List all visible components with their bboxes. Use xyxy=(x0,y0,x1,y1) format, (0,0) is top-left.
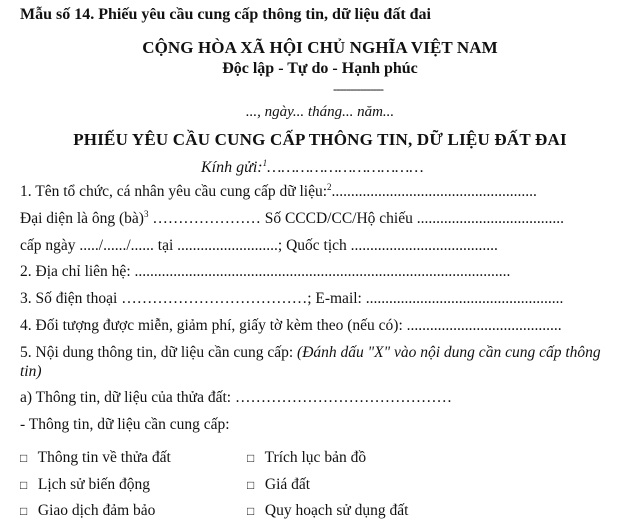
checkbox-label: Lịch sử biến động xyxy=(37,476,151,493)
phone-line xyxy=(20,290,563,308)
checkbox-label: Trích lục bản đồ xyxy=(264,449,367,466)
checkbox-icon[interactable]: □ xyxy=(247,478,255,492)
parcel-line xyxy=(20,389,452,407)
address-blank: ................................................................................................. xyxy=(130,263,511,280)
checkbox-icon[interactable]: □ xyxy=(247,504,255,518)
header-rule: --------------- xyxy=(333,81,383,96)
content-hint: (Đánh dấu "X" vào nội dung cần cung cấp thông tin) xyxy=(20,344,601,380)
issued-label: cấp ngày xyxy=(20,237,76,254)
issued-line xyxy=(20,237,498,255)
address-line xyxy=(20,263,510,281)
addressee-line xyxy=(201,159,424,177)
parcel-blank: …………………………………… xyxy=(231,389,452,406)
email-blank: ................................................... xyxy=(361,290,564,307)
nationality-blank: ...................................... xyxy=(346,237,498,254)
checkbox-label: Quy hoạch sử dụng đất xyxy=(264,502,409,519)
checkbox-item[interactable] xyxy=(20,449,171,467)
addressee-blank: …………………………… xyxy=(267,159,424,176)
checkbox-icon[interactable]: □ xyxy=(20,451,28,465)
email-label: E-mail: xyxy=(315,290,362,307)
issued-date-blank: ...../....../...... xyxy=(75,237,158,254)
motto: Độc lập - Tự do - Hạnh phúc xyxy=(222,60,418,77)
address-label: 2. Địa chỉ liên hệ: xyxy=(20,263,131,280)
nationality-label: Quốc tịch xyxy=(286,237,347,254)
form-number: Mẫu số 14. Phiếu yêu cầu cung cấp thông tin, dữ liệu đất đai xyxy=(20,6,431,23)
requester-blank: ..................................................... xyxy=(331,183,537,200)
issued-place-blank: ..........................; xyxy=(173,237,287,254)
representative-label: Đại diện là ông (bà) xyxy=(20,210,144,227)
exemption-line xyxy=(20,317,562,335)
checkbox-item[interactable] xyxy=(247,502,408,520)
representative-blank: ………………… xyxy=(148,210,265,227)
nation-heading: CỘNG HÒA XÃ HỘI CHỦ NGHĨA VIỆT NAM xyxy=(142,38,498,57)
representative-line xyxy=(20,210,564,228)
footnote-3: 3 xyxy=(143,209,149,219)
checkbox-item[interactable] xyxy=(247,476,310,494)
parcel-label: a) Thông tin, dữ liệu của thửa đất: xyxy=(20,389,232,406)
footnote-1: 1 xyxy=(262,158,268,168)
checkbox-label: Giao dịch đảm bảo xyxy=(37,502,156,519)
requester-label: 1. Tên tổ chức, cá nhân yêu cầu cung cấp dữ liệu: xyxy=(20,183,328,200)
phone-blank: ………………………………; xyxy=(117,290,316,307)
exemption-label: 4. Đối tượng được miễn, giảm phí, giấy tờ kèm theo (nếu có): xyxy=(20,317,403,334)
checkbox-label: Thông tin về thửa đất xyxy=(37,449,171,466)
id-label: Số CCCD/CC/Hộ chiếu xyxy=(264,210,413,227)
checkbox-icon[interactable]: □ xyxy=(247,451,255,465)
form-title: PHIẾU YÊU CẦU CUNG CẤP THÔNG TIN, DỮ LIỆU ĐẤT ĐAI xyxy=(73,130,567,149)
checkbox-label: Giá đất xyxy=(264,476,311,493)
phone-label: 3. Số điện thoại xyxy=(20,290,118,307)
id-blank: ...................................... xyxy=(412,210,564,227)
content-label: 5. Nội dung thông tin, dữ liệu cần cung cấp: xyxy=(20,344,294,361)
checkbox-item[interactable] xyxy=(20,502,155,520)
exemption-blank: ........................................ xyxy=(402,317,562,334)
requester-line xyxy=(20,183,537,201)
date-line: ..., ngày... tháng... năm... xyxy=(245,104,395,120)
checkbox-item[interactable] xyxy=(247,449,366,467)
checkbox-icon[interactable]: □ xyxy=(20,478,28,492)
footnote-2: 2 xyxy=(327,182,332,192)
content-paragraph xyxy=(20,343,625,381)
issued-place-label: tại xyxy=(157,237,174,254)
addressee-label: Kính gửi: xyxy=(201,159,263,176)
checkbox-icon[interactable]: □ xyxy=(20,504,28,518)
checkbox-item[interactable] xyxy=(20,476,150,494)
needed-heading: - Thông tin, dữ liệu cần cung cấp: xyxy=(20,416,230,433)
